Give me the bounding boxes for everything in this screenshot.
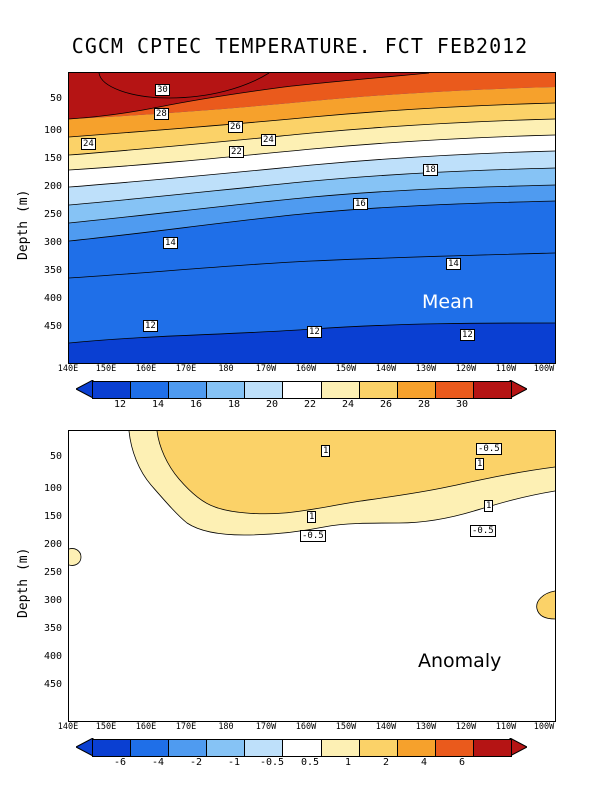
xtick-anom-4: 180	[218, 722, 234, 732]
xtick-mean-1: 150E	[95, 364, 117, 374]
contour-label-anom-2: 1	[477, 459, 483, 469]
contour-label-anom-3: 1	[309, 512, 315, 522]
xtick-anom-7: 150W	[335, 722, 357, 732]
xtick-mean-12: 100W	[533, 364, 555, 374]
colorbar-mean-cell-6	[322, 382, 360, 398]
colorbar-mean-cell-1	[131, 382, 169, 398]
contour-label-mean-2: 26	[230, 122, 241, 132]
ytick-mean-250: 250	[43, 209, 62, 220]
contour-label-mean-7: 16	[355, 199, 366, 209]
colorbar-mean-cell-8	[398, 382, 436, 398]
colorbar-anomaly	[92, 739, 512, 757]
panel-tag-anomaly: Anomaly	[418, 650, 502, 672]
contour-label-mean-12: 12	[462, 330, 473, 340]
y-axis-label-anomaly: Depth (m)	[16, 547, 31, 618]
colorbar-mean-cell-3	[207, 382, 245, 398]
colorbar-anom-label-8: 4	[420, 757, 428, 768]
ytick-mean-100: 100	[43, 125, 62, 136]
contour-label-anom-5: -0.5	[472, 526, 494, 536]
ytick-anom-250: 250	[43, 567, 62, 578]
xtick-mean-7: 150W	[335, 364, 357, 374]
ytick-mean-300: 300	[43, 237, 62, 248]
xtick-anom-12: 100W	[533, 722, 555, 732]
ytick-mean-200: 200	[43, 181, 62, 192]
contour-label-mean-10: 12	[145, 321, 156, 331]
xtick-mean-6: 160W	[295, 364, 317, 374]
xtick-anom-2: 160E	[135, 722, 157, 732]
colorbar-mean-cell-7	[360, 382, 398, 398]
contour-label-mean-4: 24	[83, 139, 94, 149]
colorbar-mean-cell-0	[93, 382, 131, 398]
colorbar-mean-label-2: 16	[189, 399, 203, 410]
ytick-mean-150: 150	[43, 153, 62, 164]
contour-label-mean-3: 24	[263, 135, 274, 145]
xtick-mean-9: 130W	[415, 364, 437, 374]
colorbar-anom-cell-5	[283, 740, 321, 756]
colorbar-anom-label-1: -4	[151, 757, 165, 768]
contour-label-mean-1: 28	[156, 109, 167, 119]
plot-panel-anomaly	[68, 430, 556, 722]
xtick-anom-10: 120W	[455, 722, 477, 732]
colorbar-anom-cell-9	[436, 740, 474, 756]
ytick-mean-50: 50	[49, 93, 62, 104]
colorbar-anom-cell-6	[322, 740, 360, 756]
colorbar-mean-cell-4	[245, 382, 283, 398]
colorbar-anom-label-9: 6	[458, 757, 466, 768]
xtick-anom-6: 160W	[295, 722, 317, 732]
colorbar-anom-label-6: 1	[344, 757, 352, 768]
xtick-anom-3: 170E	[175, 722, 197, 732]
xtick-mean-11: 110W	[495, 364, 517, 374]
contour-label-mean-9: 14	[448, 259, 459, 269]
colorbar-mean-cell-9	[436, 382, 474, 398]
colorbar-anom-label-2: -2	[189, 757, 203, 768]
colorbar-mean-label-9: 30	[455, 399, 469, 410]
xtick-mean-8: 140W	[375, 364, 397, 374]
xtick-mean-3: 170E	[175, 364, 197, 374]
colorbar-mean-cell-5	[283, 382, 321, 398]
xtick-anom-9: 130W	[415, 722, 437, 732]
xtick-mean-10: 120W	[455, 364, 477, 374]
contour-label-mean-6: 18	[425, 165, 436, 175]
contour-label-mean-11: 12	[309, 327, 320, 337]
xtick-mean-0: 140E	[57, 364, 79, 374]
contour-label-anom-6: -0.5	[302, 531, 324, 541]
contour-label-anom-4: 1	[486, 501, 492, 511]
contour-label-anom-0: 1	[323, 446, 329, 456]
colorbar-mean-cell-2	[169, 382, 207, 398]
ytick-anom-450: 450	[43, 679, 62, 690]
anomaly-contour-plot	[69, 431, 555, 721]
ytick-anom-400: 400	[43, 651, 62, 662]
ytick-anom-200: 200	[43, 539, 62, 550]
colorbar-anom-label-7: 2	[382, 757, 390, 768]
colorbar-anom-cell-3	[207, 740, 245, 756]
contour-label-mean-8: 14	[165, 238, 176, 248]
ytick-mean-450: 450	[43, 321, 62, 332]
xtick-anom-5: 170W	[255, 722, 277, 732]
colorbar-mean-label-4: 20	[265, 399, 279, 410]
colorbar-anom-label-4: -0.5	[259, 757, 285, 768]
xtick-mean-2: 160E	[135, 364, 157, 374]
panel-tag-mean: Mean	[422, 291, 474, 313]
colorbar-anom-label-0: -6	[113, 757, 127, 768]
colorbar-anom-cell-4	[245, 740, 283, 756]
colorbar-mean-label-6: 24	[341, 399, 355, 410]
ytick-anom-300: 300	[43, 595, 62, 606]
colorbar-anom-cell-0	[93, 740, 131, 756]
mean-contour-plot	[69, 73, 555, 363]
colorbar-mean-label-0: 12	[113, 399, 127, 410]
xtick-anom-8: 140W	[375, 722, 397, 732]
contour-label-mean-5: 22	[231, 147, 242, 157]
page-title: CGCM CPTEC TEMPERATURE. FCT FEB2012	[71, 34, 529, 58]
xtick-anom-11: 110W	[495, 722, 517, 732]
colorbar-anom-cell-2	[169, 740, 207, 756]
ytick-mean-350: 350	[43, 265, 62, 276]
colorbar-mean-label-1: 14	[151, 399, 165, 410]
ytick-anom-150: 150	[43, 511, 62, 522]
y-axis-label-mean: Depth (m)	[16, 189, 31, 260]
colorbar-mean-label-3: 18	[227, 399, 241, 410]
ytick-anom-50: 50	[49, 451, 62, 462]
ytick-anom-350: 350	[43, 623, 62, 634]
colorbar-anom-label-3: -1	[227, 757, 241, 768]
colorbar-anom-cell-8	[398, 740, 436, 756]
colorbar-mean-label-8: 28	[417, 399, 431, 410]
colorbar-mean-label-5: 22	[303, 399, 317, 410]
colorbar-mean-label-7: 26	[379, 399, 393, 410]
contour-label-anom-1: -0.5	[478, 444, 500, 454]
xtick-mean-5: 170W	[255, 364, 277, 374]
ytick-anom-100: 100	[43, 483, 62, 494]
xtick-anom-1: 150E	[95, 722, 117, 732]
colorbar-anom-cell-7	[360, 740, 398, 756]
plot-panel-mean	[68, 72, 556, 364]
colorbar-mean	[92, 381, 512, 399]
xtick-mean-4: 180	[218, 364, 234, 374]
colorbar-mean-cell-10	[474, 382, 511, 398]
xtick-anom-0: 140E	[57, 722, 79, 732]
ytick-mean-400: 400	[43, 293, 62, 304]
contour-label-mean-0: 30	[157, 85, 168, 95]
colorbar-anom-label-5: 0.5	[300, 757, 320, 768]
colorbar-anom-cell-1	[131, 740, 169, 756]
colorbar-anom-cell-10	[474, 740, 511, 756]
